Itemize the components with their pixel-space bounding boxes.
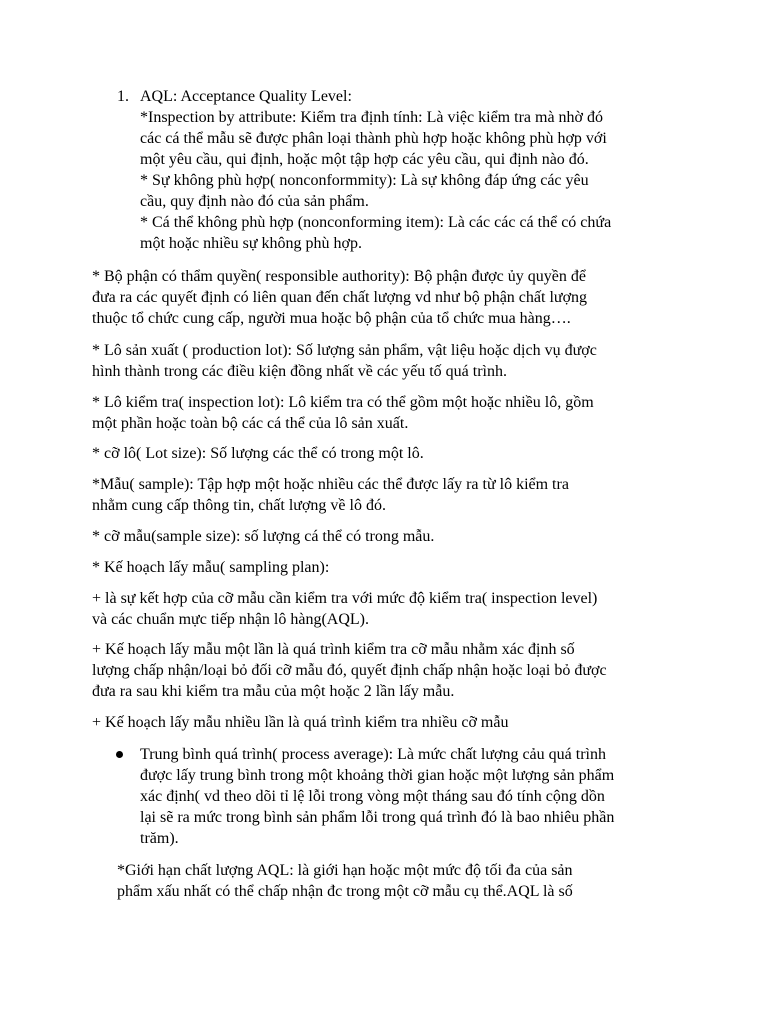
text-line: cầu, quy định nào đó của sản phẩm. (140, 193, 369, 210)
text-line: lượng chấp nhận/loại bỏ đối cỡ mẫu đó, quyết định chấp nhận hoặc loại bỏ được (92, 662, 607, 679)
text-line: + là sự kết hợp của cỡ mẫu cần kiểm tra với mức độ kiểm tra( inspection level) (92, 590, 598, 607)
paragraph-production-lot (92, 340, 597, 382)
paragraph-sampling-plan (92, 557, 329, 578)
paragraph-sample-size (92, 526, 434, 547)
text-line: * Sự không phù hợp( nonconformmity): Là sự không đáp ứng các yêu (140, 172, 589, 189)
text-line: * cỡ lô( Lot size): Số lượng các thể có trong một lô. (92, 445, 424, 462)
numbered-list-item (117, 86, 612, 254)
text-line: xác định( vd theo dõi tỉ lệ lỗi trong vòng một tháng sau đó tính cộng dồn (140, 788, 605, 805)
list-number: 1. (117, 88, 129, 105)
paragraph-sampling-plan-combination (92, 588, 597, 630)
text-line: *Mẫu( sample): Tập hợp một hoặc nhiều các thể được lấy ra từ lô kiểm tra (92, 476, 569, 493)
paragraph-sample (92, 474, 569, 516)
paragraph-inspection-lot (92, 392, 594, 434)
text-line: các cá thể mẫu sẽ được phân loại thành phù hợp hoặc không phù hợp với (140, 130, 607, 147)
text-line: *Inspection by attribute: Kiểm tra định tính: Là việc kiểm tra mà nhờ đó (140, 109, 604, 126)
text-line: * Cá thể không phù hợp (nonconforming item): Là các các cá thể có chứa (140, 214, 612, 231)
text-line: * cỡ mẫu(sample size): số lượng cá thể có trong mẫu. (92, 528, 435, 545)
text-line: * Lô kiểm tra( inspection lot): Lô kiểm tra có thể gồm một hoặc nhiều lô, gồm (92, 394, 594, 411)
text-line: được lấy trung bình trong một khoảng thời gian hoặc một lượng sản phẩm (140, 767, 615, 784)
paragraph-aql-limit (117, 860, 573, 902)
bullet-list-item (140, 744, 614, 849)
text-line: Trung bình quá trình( process average): Là mức chất lượng cảu quá trình (140, 746, 606, 763)
text-line: hình thành trong các điều kiện đồng nhất về các yếu tố quá trình. (92, 363, 507, 380)
text-line: một phần hoặc toàn bộ các cá thể của lô sản xuất. (92, 415, 409, 432)
text-line: + Kế hoạch lấy mẫu nhiều lần là quá trình kiểm tra nhiều cỡ mẫu (92, 714, 509, 731)
text-line: phẩm xấu nhất có thể chấp nhận đc trong một cỡ mẫu cụ thể.AQL là số (117, 883, 573, 900)
text-line: nhằm cung cấp thông tin, chất lượng về lô đó. (92, 497, 386, 514)
text-line: * Kế hoạch lấy mẫu( sampling plan): (92, 559, 330, 576)
text-line: đưa ra sau khi kiểm tra mẫu của một hoặc 2 lần lấy mẫu. (92, 683, 455, 700)
text-line: và các chuẩn mực tiếp nhận lô hàng(AQL). (92, 611, 370, 628)
text-line: *Giới hạn chất lượng AQL: là giới hạn hoặc một mức độ tối đa của sản (117, 862, 573, 879)
paragraph-responsible-authority (92, 266, 587, 329)
text-line: AQL: Acceptance Quality Level: (140, 88, 352, 105)
text-line: * Bộ phận có thẩm quyền( responsible authority): Bộ phận được ủy quyền để (92, 268, 586, 285)
bullet-icon (116, 751, 123, 758)
text-line: một hoặc nhiều sự không phù hợp. (140, 235, 362, 252)
paragraph-lot-size (92, 443, 424, 464)
text-line: thuộc tổ chức cung cấp, người mua hoặc bộ phận của tổ chức mua hàng…. (92, 310, 571, 327)
text-line: lại sẽ ra mức trong bình sản phẩm lỗi trong quá trình đó là bao nhiêu phần (140, 809, 615, 826)
paragraph-multiple-sampling (92, 712, 508, 733)
text-line: đưa ra các quyết định có liên quan đến chất lượng vd như bộ phận chất lượng (92, 289, 588, 306)
text-line: một yêu cầu, qui định, hoặc một tập hợp các yêu cầu, qui định nào đó. (140, 151, 589, 168)
text-line: * Lô sản xuất ( production lot): Số lượng sản phẩm, vật liệu hoặc dịch vụ được (92, 342, 597, 359)
paragraph-single-sampling (92, 639, 607, 702)
text-line: + Kế hoạch lấy mẫu một lần là quá trình kiểm tra cỡ mẫu nhằm xác định số (92, 641, 575, 658)
text-line: trăm). (140, 830, 179, 847)
